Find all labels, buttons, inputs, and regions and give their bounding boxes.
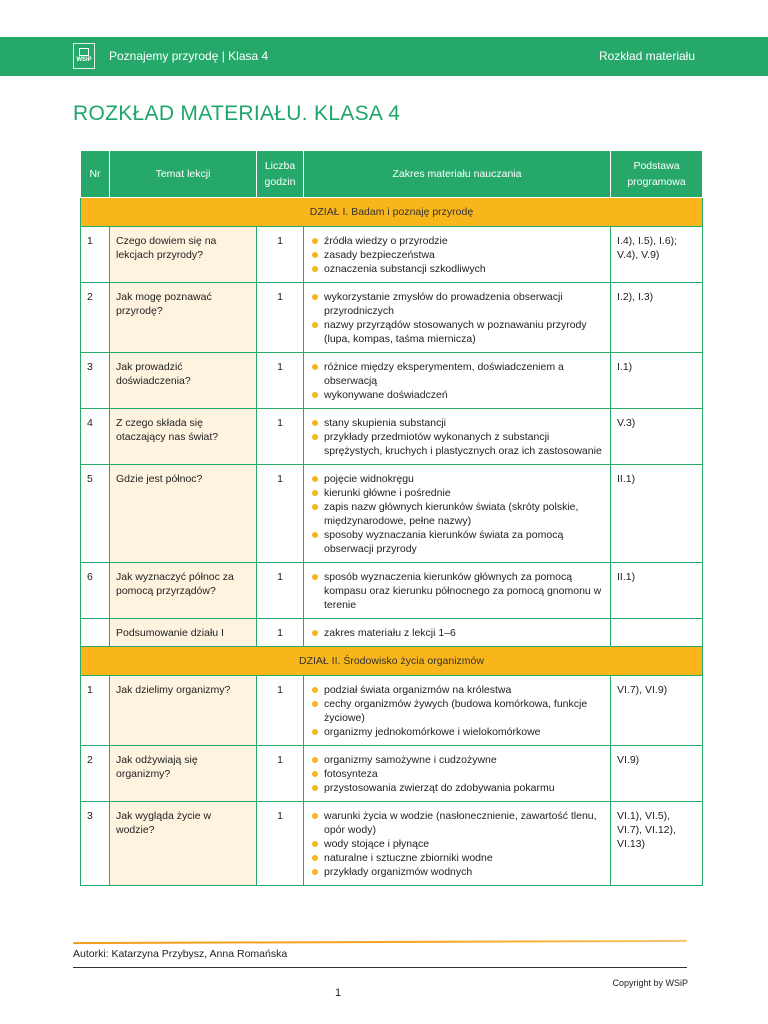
program-reference: V.3) [611, 409, 703, 465]
scope-item-text: przykłady przedmiotów wykonanych z substancji sprężystych, kruchych i plastycznych oraz ich zastosowanie [324, 431, 602, 457]
header-book-title: Poznajemy przyrodę | Klasa 4 [109, 49, 269, 63]
bullet-icon [312, 687, 318, 693]
lesson-scope [304, 409, 611, 465]
header-document-type: Rozkład materiału [598, 49, 695, 63]
lesson-scope [304, 283, 611, 353]
table-header-row [81, 151, 703, 198]
table-row [81, 465, 703, 563]
scope-list [310, 472, 604, 556]
lesson-scope [304, 563, 611, 619]
row-number: 3 [81, 353, 110, 409]
lesson-scope [304, 465, 611, 563]
lesson-scope [304, 227, 611, 283]
row-number: 2 [81, 746, 110, 802]
table-row [81, 746, 703, 802]
table-row [81, 227, 703, 283]
scope-item-text: podział świata organizmów na królestwa [324, 684, 512, 696]
program-reference: I.4), I.5), I.6); V.4), V.9) [611, 227, 703, 283]
row-number: 5 [81, 465, 110, 563]
scope-item-text: wykorzystanie zmysłów do prowadzenia obserwacji przyrodniczych [324, 291, 563, 317]
bullet-icon [312, 434, 318, 440]
scope-item-text: kierunki główne i pośrednie [324, 487, 451, 499]
bullet-icon [312, 490, 318, 496]
program-reference: II.1) [611, 465, 703, 563]
table-row [81, 563, 703, 619]
lesson-hours: 1 [257, 619, 304, 647]
program-reference: VI.9) [611, 746, 703, 802]
lesson-scope [304, 619, 611, 647]
scope-item [324, 500, 604, 528]
scope-item-text: przystosowania zwierząt do zdobywania pokarmu [324, 782, 555, 794]
program-reference: VI.7), VI.9) [611, 676, 703, 746]
header-topic: Temat lekcji [110, 151, 257, 198]
scope-item [324, 753, 604, 767]
scope-list [310, 290, 604, 346]
program-reference [611, 619, 703, 647]
lesson-topic: Czego dowiem się na lekcjach przyrody? [110, 227, 257, 283]
lesson-topic: Podsumowanie działu I [110, 619, 257, 647]
scope-item [324, 683, 604, 697]
lesson-topic: Jak prowadzić doświadczenia? [110, 353, 257, 409]
row-number: 1 [81, 676, 110, 746]
authors: Autorki: Katarzyna Przybysz, Anna Romańska [73, 948, 288, 960]
scope-list [310, 809, 604, 879]
lesson-hours: 1 [257, 283, 304, 353]
lesson-topic: Gdzie jest północ? [110, 465, 257, 563]
bullet-icon [312, 785, 318, 791]
scope-item-text: sposoby wyznaczania kierunków świata za pomocą obserwacji przyrody [324, 529, 564, 555]
scope-item-text: warunki życia w wodzie (nasłonecznienie, zawartość tlenu, opór wody) [324, 810, 597, 836]
lesson-topic: Jak wygląda życie w wodzie? [110, 802, 257, 886]
lesson-topic: Jak mogę poznawać przyrodę? [110, 283, 257, 353]
scope-item [324, 416, 604, 430]
table-row [81, 353, 703, 409]
bullet-icon [312, 813, 318, 819]
scope-item [324, 626, 604, 640]
scope-item [324, 809, 604, 837]
bullet-icon [312, 757, 318, 763]
bullet-icon [312, 266, 318, 272]
scope-item [324, 725, 604, 739]
scope-item-text: różnice między eksperymentem, doświadczeniem a obserwacją [324, 361, 564, 387]
header-nr: Nr [81, 151, 110, 198]
scope-item [324, 388, 604, 402]
scope-item [324, 318, 604, 346]
bullet-icon [312, 771, 318, 777]
bullet-icon [312, 322, 318, 328]
row-number [81, 619, 110, 647]
scope-item-text: oznaczenia substancji szkodliwych [324, 263, 486, 275]
lesson-scope [304, 746, 611, 802]
scope-item-text: stany skupienia substancji [324, 417, 446, 429]
logo-mark-icon [79, 48, 89, 56]
lesson-hours: 1 [257, 409, 304, 465]
program-reference: II.1) [611, 563, 703, 619]
lesson-hours: 1 [257, 563, 304, 619]
lesson-hours: 1 [257, 676, 304, 746]
logo-text: WSiP [76, 57, 92, 63]
bullet-icon [312, 841, 318, 847]
scope-item [324, 865, 604, 879]
scope-item-text: źródła wiedzy o przyrodzie [324, 235, 448, 247]
bullet-icon [312, 420, 318, 426]
scope-item [324, 486, 604, 500]
program-reference: VI.1), VI.5), VI.7), VI.12), VI.13) [611, 802, 703, 886]
row-number: 1 [81, 227, 110, 283]
scope-item [324, 262, 604, 276]
footer-divider [73, 967, 687, 968]
scope-item-text: zasady bezpieczeństwa [324, 249, 435, 261]
scope-item [324, 290, 604, 318]
bullet-icon [312, 392, 318, 398]
lesson-hours: 1 [257, 746, 304, 802]
table-row [81, 409, 703, 465]
bullet-icon [312, 855, 318, 861]
table-row [81, 619, 703, 647]
bullet-icon [312, 504, 318, 510]
scope-item-text: wykonywane doświadczeń [324, 389, 448, 401]
curriculum-table [80, 150, 703, 886]
scope-item [324, 767, 604, 781]
program-reference: I.2), I.3) [611, 283, 703, 353]
lesson-topic: Jak wyznaczyć północ za pomocą przyrządów? [110, 563, 257, 619]
scope-item [324, 360, 604, 388]
scope-item-text: pojęcie widnokręgu [324, 473, 414, 485]
row-number: 2 [81, 283, 110, 353]
scope-item-text: sposób wyznaczenia kierunków głównych za pomocą kompasu oraz kierunku północnego za pomocą gnomonu w terenie [324, 571, 602, 611]
bullet-icon [312, 869, 318, 875]
top-banner [0, 37, 768, 76]
lesson-hours: 1 [257, 802, 304, 886]
bullet-icon [312, 364, 318, 370]
scope-list [310, 416, 604, 458]
scope-item-text: przykłady organizmów wodnych [324, 866, 473, 878]
scope-item-text: zapis nazw głównych kierunków świata (skróty polskie, międzynarodowe, pełne nazwy) [324, 501, 579, 527]
scope-item [324, 234, 604, 248]
bullet-icon [312, 294, 318, 300]
lesson-hours: 1 [257, 353, 304, 409]
scope-item [324, 851, 604, 865]
lesson-topic: Jak dzielimy organizmy? [110, 676, 257, 746]
scope-item [324, 528, 604, 556]
section-row [81, 647, 703, 676]
scope-list [310, 360, 604, 402]
table-row [81, 676, 703, 746]
lesson-scope [304, 802, 611, 886]
lesson-scope [304, 676, 611, 746]
header-scope: Zakres materiału nauczania [304, 151, 611, 198]
page-title: ROZKŁAD MATERIAŁU. KLASA 4 [73, 102, 401, 125]
scope-item [324, 472, 604, 486]
scope-item-text: organizmy jednokomórkowe i wielokomórkowe [324, 726, 541, 738]
scope-item-text: zakres materiału z lekcji 1–6 [324, 627, 456, 639]
scope-list [310, 570, 604, 612]
scope-item-text: wody stojące i płynące [324, 838, 430, 850]
scope-item-text: cechy organizmów żywych (budowa komórkowa, funkcje życiowe) [324, 698, 588, 724]
bullet-icon [312, 701, 318, 707]
wsip-logo [73, 43, 95, 69]
bullet-icon [312, 630, 318, 636]
scope-list [310, 234, 604, 276]
table-row [81, 283, 703, 353]
lesson-topic: Jak odżywiają się organizmy? [110, 746, 257, 802]
scope-item [324, 570, 604, 612]
section-row [81, 198, 703, 227]
row-number: 3 [81, 802, 110, 886]
scope-item-text: organizmy samożywne i cudzożywne [324, 754, 497, 766]
bullet-icon [312, 729, 318, 735]
row-number: 6 [81, 563, 110, 619]
scope-list [310, 753, 604, 795]
scope-item [324, 781, 604, 795]
scope-item-text: naturalne i sztuczne zbiorniki wodne [324, 852, 493, 864]
table-body [81, 198, 703, 886]
row-number: 4 [81, 409, 110, 465]
scope-item-text: fotosynteza [324, 768, 378, 780]
lesson-hours: 1 [257, 227, 304, 283]
section-title: DZIAŁ II. Środowisko życia organizmów [81, 647, 703, 676]
scope-list [310, 683, 604, 739]
lesson-scope [304, 353, 611, 409]
scope-item [324, 837, 604, 851]
lesson-hours: 1 [257, 465, 304, 563]
bullet-icon [312, 252, 318, 258]
header-program: Podstawa programowa [611, 151, 703, 198]
program-reference: I.1) [611, 353, 703, 409]
scope-item [324, 248, 604, 262]
bullet-icon [312, 574, 318, 580]
scope-item [324, 430, 604, 458]
table-row [81, 802, 703, 886]
section-title: DZIAŁ I. Badam i poznaję przyrodę [81, 198, 703, 227]
bullet-icon [312, 476, 318, 482]
lesson-topic: Z czego składa się otaczający nas świat? [110, 409, 257, 465]
header-hours: Liczba godzin [257, 151, 304, 198]
scope-list [310, 626, 604, 640]
scope-item-text: nazwy przyrządów stosowanych w poznawaniu przyrody (lupa, kompas, taśma miernicza) [324, 319, 587, 345]
copyright: Copyright by WSiP [612, 978, 688, 988]
page-number: 1 [335, 987, 342, 999]
footer-accent-line [73, 940, 687, 944]
bullet-icon [312, 238, 318, 244]
scope-item [324, 697, 604, 725]
bullet-icon [312, 532, 318, 538]
